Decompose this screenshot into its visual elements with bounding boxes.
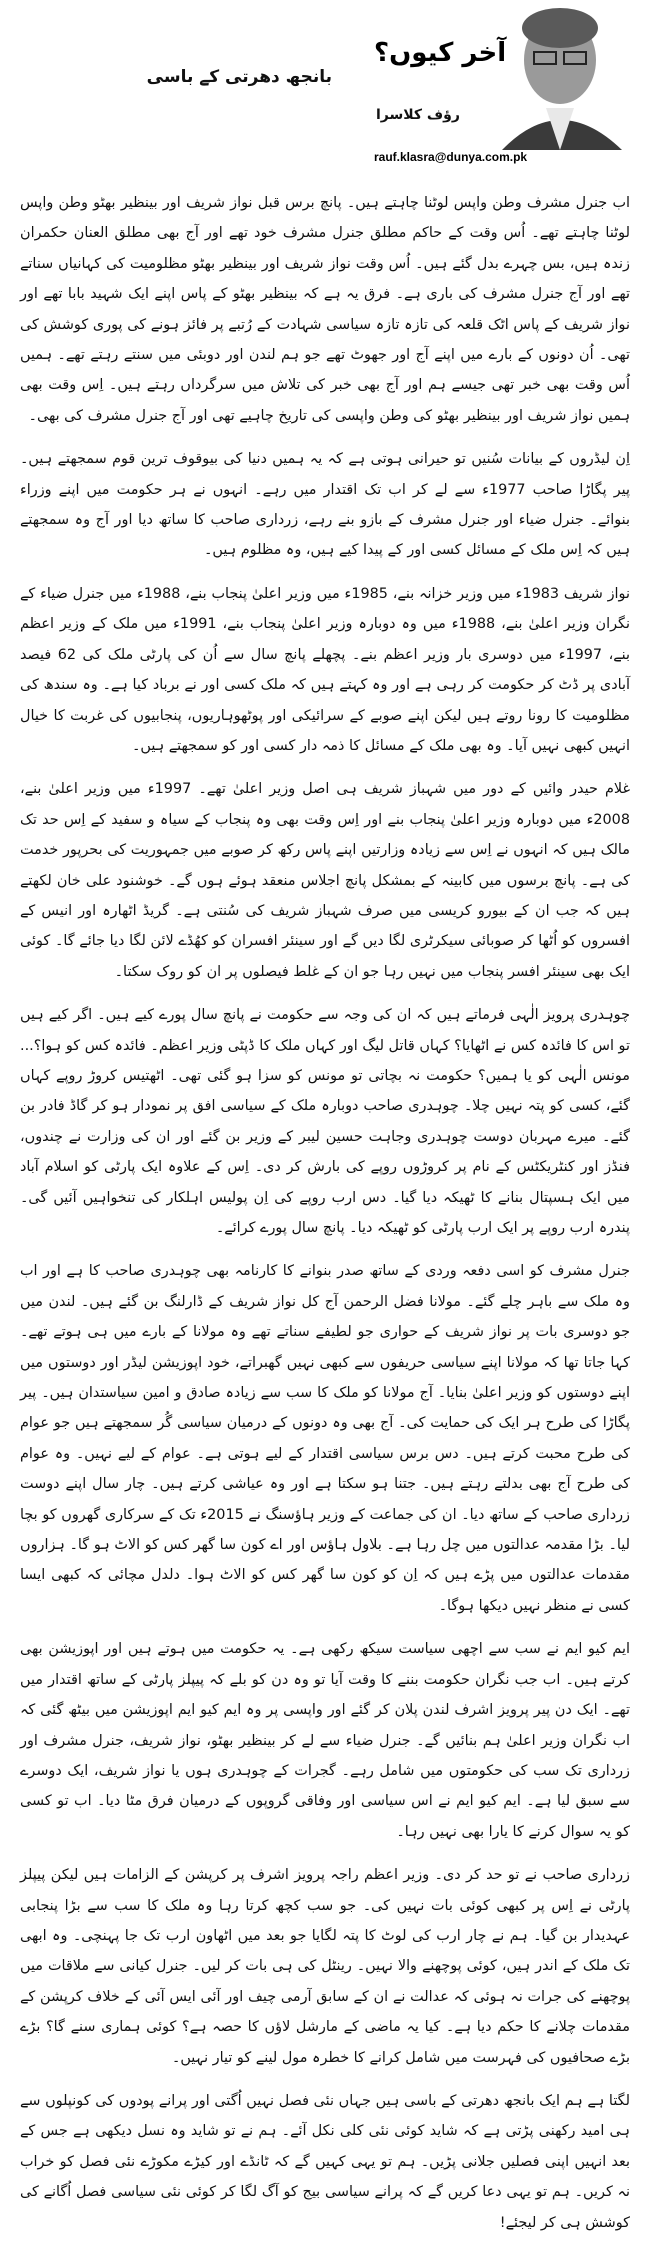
paragraph: چوہدری پرویز الٰہی فرماتے ہیں کہ ان کی وجہ سے حکومت نے پانچ سال پورے کیے ہیں۔ اگر کیے ہیں تو اس کا فائدہ کس نے اٹھایا؟ کہاں قاتل لیگ اور کہاں ملک کا ڈپٹی وزیر اعظم۔ فائدہ کس کو ہوا؟... مونس الٰہی کو یا ہمیں؟ حکومت نہ بچاتی تو مونس کو سزا ہو گئی تھی۔ اٹھتیس کروڑ روپے کہاں گئے، کسی کو پتہ نہیں چلا۔ چوہدری صاحب دوبارہ ملک کے سیاسی افق پر نمودار ہو کر گاڈ فادر بن گئے۔ میرے مہربان دوست چوہدری وجاہت حسین لیبر کے وزیر بن گئے اور ان کی وزارت نے چندوں، فنڈز اور کنٹریکٹس کے نام پر کروڑوں روپے کی بارش کر دی۔ اِس کے علاوہ ایک پارٹی کو اسلام آباد میں ایک ہسپتال بنانے کا ٹھیکہ دیا گیا۔ دس ارب روپے کی اِن پولیس اہلکار کی تنخواہیں آئیں گی۔ پندرہ ارب روپے پر ایک ارب پارٹی کو ٹھیکہ دیا۔ پانچ سال پورے کرائے۔: [20, 1007, 630, 1236]
article-body: [20, 188, 630, 2251]
paragraph: اِن لیڈروں کے بیانات سُنیں تو حیرانی ہوتی ہے کہ یہ ہمیں دنیا کی بیوقوف ترین قوم سمجھتے ہیں۔ پیر پگاڑا صاحب 1977ء سے لے کر اب تک اقتدار میں رہے۔ انہوں نے ہر حکومت میں اپنے وزراء بنوائے۔ جنرل ضیاء اور جنرل مشرف کے بازو بنے رہے، زرداری صاحب کا ساتھ دیا اور آج وہ سمجھتے ہیں کہ اِس ملک کے مسائل کسی اور کے پیدا کیے ہیں، وہ مظلوم ہیں۔: [20, 451, 630, 559]
paragraph: غلام حیدر وائیں کے دور میں شہباز شریف ہی اصل وزیر اعلیٰ تھے۔ 1997ء میں وزیر اعلیٰ بنے، 2008ء میں دوبارہ وزیر اعلیٰ پنجاب بنے اور اِس وقت بھی وہ پنجاب کے سیاہ و سفید کے اِس حد تک مالک ہیں کہ انہوں نے اِس سے زیادہ وزارتیں اپنے پاس رکھ کر صوبے میں جمہوریت کی بحرپور خدمت کی ہے۔ پانچ برسوں میں کابینہ کے بمشکل پانچ اجلاس منعقد ہوئے ہوں گے۔ خوشنود علی خان لکھتے ہیں کہ جب ان کے بیورو کریسی میں صرف شہباز شریف کی سُنتی ہے۔ گریڈ اٹھارہ اور انیس کے افسروں کو اُٹھا کر صوبائی سیکرٹری لگا دیں گے اور سینئر افسران کو کھُڈے لائن لگا دیا جائے گا۔ کوئی ایک بھی سینئر افسر پنجاب میں نہیں رہا جو ان کے غلط فیصلوں پر ان کو روک سکتا۔: [20, 781, 630, 980]
paragraph: جنرل مشرف کو اسی دفعہ وردی کے ساتھ صدر بنوانے کا کارنامہ بھی چوہدری صاحب کا ہے اور اب وہ ملک سے باہر چلے گئے۔ مولانا فضل الرحمن آج کل نواز شریف کے ڈارلنگ بن گئے ہیں۔ لندن میں جو دوسری بات پر نواز شریف کے حواری جو لطیفے سناتے تھے وہ مولانا کے بارے میں ہی ہوتے تھے۔ کہا جاتا تھا کہ مولانا اپنے سیاسی حریفوں سے کبھی نہیں گھبراتے، خود اپوزیشن لیڈر اور دوستوں میں اپنے دوستوں کو وزیر اعلیٰ بنایا۔ آج مولانا کو ملک کا سب سے زیادہ صادق و امین سیاستدان ہیں۔ پیر پگاڑا کی طرح ہر ایک کی حمایت کی۔ آج بھی وہ دونوں کے درمیان سیاسی گُر سمجھتے ہیں جو عوام کی طرح محبت کرتے ہیں۔ دس برس سیاسی اقتدار کے لیے ہوتی ہے۔ عوام کے لیے نہیں۔ وہ عوام کی طرح آج بھی بدلتے رہتے ہیں۔ جتنا ہو سکتا ہے اور وہ عیاشی کرتے ہیں۔ چار سال اپنے دوست زرداری صاحب کے ساتھ دیا۔ ان کی جماعت کے وزیر ہاؤسنگ نے 2015ء تک کے سرکاری گھروں کو بچا لیا۔ بڑا مقدمہ عدالتوں میں چل رہا ہے۔ بلاول ہاؤس اور اے کون سا گھر کس کو الاٹ ہو گا۔ ہزاروں مقدمات عدالتوں میں پڑے ہیں کہ اِن کو کون سا گھر کس کو الاٹ ہوا۔ دلدل مچائی کہ کبھی ایسا کسی نے منظر نہیں دیکھا ہوگا۔: [20, 1263, 631, 1614]
paragraph: زرداری صاحب نے تو حد کر دی۔ وزیر اعظم راجہ پرویز اشرف پر کرپشن کے الزامات ہیں لیکن پیپلز پارٹی نے اِس پر کبھی کوئی بات نہیں کی۔ جو سب کچھ کرتا رہا وہ ملک کا سب سے بڑا پنجابی عہدیدار بن گیا۔ ہم نے چار ارب کی لوٹ کا پتہ لگایا جو بعد میں اٹھاون ارب تک جا پہنچی۔ وہ ابھی تک ملک کے اندر ہیں، کوئی پوچھنے والا نہیں۔ رینٹل کی ہی بات کر لیں۔ جنرل کیانی سے ملاقات میں پوچھنے کی جرات نہ ہوئی کہ عدالت نے ان کے سابق آرمی چیف اور آئی ایس آئی کے خلاف کرپشن کے مقدمات چلانے کا حکم دیا ہے۔ کیا یہ ماضی کے مارشل لاؤں کا حصہ ہے؟ کوئی ہماری سنے گا؟ بڑے بڑے صحافیوں کی فہرست میں شامل کرانے کا خطرہ مول لینے کو تیار نہیں۔: [20, 1867, 630, 2066]
paragraph: لگتا ہے ہم ایک بانجھ دھرتی کے باسی ہیں جہاں نئی فصل نہیں اُگتی اور پرانے پودوں کی کونپلوں سے ہی امید رکھنی پڑتی ہے کہ شاید کوئی نئی کلی نکل آئے۔ ہم نے تو شاید وہ نسل دیکھی ہے جس کے بعد انہیں اپنی فصلیں جلانی پڑیں۔ ہم تو یہی کہیں گے کہ ٹانڈے اور کیڑے مکوڑے نئی فصل کو خراب نہ کریں۔ ہم تو یہی دعا کریں گے کہ پرانے سیاسی بیج کو آگ لگا کر کوئی نئی سیاسی فصل اُگانے کی کوشش ہی کر لیجئے!: [20, 2092, 630, 2231]
column-title: آخر کیوں؟: [374, 38, 507, 68]
author-name: رؤف کلاسرا: [376, 107, 460, 123]
column-header: [0, 0, 650, 188]
author-email[interactable]: rauf.klasra@dunya.com.pk: [374, 150, 528, 164]
author-photo: [462, 0, 634, 150]
article-headline: بانجھ دھرتی کے باسی: [146, 67, 332, 87]
paragraph: نواز شریف 1983ء میں وزیر خزانہ بنے، 1985ء میں وزیر اعلیٰ پنجاب بنے، 1988ء میں جنرل ضیاء کے نگران وزیر اعلیٰ بنے، 1988ء میں وہ دوبارہ وزیر اعلیٰ پنجاب بنے، 1991ء میں ملک کے وزیر اعظم بنے، 1997ء میں دوسری بار وزیر اعظم بنے۔ پچھلے پانچ سال سے اُن کی پارٹی ملک کی 62 فیصد آبادی پر ڈٹ کر حکومت کر رہی ہے اور وہ کہتے ہیں کہ ملک کسی اور نے برباد کیا ہے۔ وہ سندھ کی مظلومیت کا رونا روتے ہیں لیکن اپنے صوبے کے سرائیکی اور پوٹھوہاریوں، پنجابیوں کی غربت کا خیال انہیں کبھی نہیں آیا۔ وہ بھی ملک کے مسائل کا ذمہ دار کسی اور کو سمجھتے ہیں۔: [20, 585, 631, 754]
paragraph: اب جنرل مشرف وطن واپس لوٹنا چاہتے ہیں۔ پانچ برس قبل نواز شریف اور بینظیر بھٹو وطن واپس لوٹنا چاہتے تھے۔ اُس وقت کے حاکم مطلق جنرل مشرف خود تھے اور آج بھی مطلق العنان حکمران زندہ ہیں، بس چہرے بدل گئے ہیں۔ اُس وقت نواز شریف اور بینظیر بھٹو مظلومیت کی کہانیاں سناتے تھے اور آج جنرل مشرف کی باری ہے۔ فرق یہ ہے کہ بینظیر بھٹو کے پاس اپنے ایک شہید بابا تھے اور نواز شریف کے پاس اٹک قلعہ کی تازہ تازہ سیاسی شہادت کے رُتبے پر فائز ہونے کی پوری کوشش کی تھی۔ اُن دونوں کے بارے میں اپنے آج اور جھوٹ تھے جو ہم لندن اور دوبئی میں سنتے رہتے تھے۔ ہمیں اُس وقت بھی خبر تھی جیسے ہم اور آج بھی خبر کی تلاش میں سرگرداں رہتے ہیں۔ اِس وقت بھی ہمیں نواز شریف اور بینظیر بھٹو کی وطن واپسی کی تاریخ چاہیے تھی اور آج جنرل مشرف کی بھی۔: [20, 195, 630, 424]
paragraph: ایم کیو ایم نے سب سے اچھی سیاست سیکھ رکھی ہے۔ یہ حکومت میں ہوتے ہیں اور اپوزیشن بھی کرتے ہیں۔ اب جب نگران حکومت بننے کا وقت آیا تو وہ دن کو بلے کہ پیپلز پارٹی کے ساتھ اقتدار میں تھے۔ ایک دن پیر پرویز اشرف لندن پلان کر گئے اور واپسی پر وہ ایم کیو ایم اپوزیشن میں بیٹھ گئی کہ اب نگران وزیر اعلیٰ ہم بنائیں گے۔ جنرل ضیاء سے لے کر بینظیر بھٹو، نواز شریف، جنرل مشرف اور زرداری تک سب کی حکومتوں میں شامل رہے۔ گجرات کے چوہدری ہوں یا نواز شریف، ایک دوسرے سے سبق لیا ہے۔ ایم کیو ایم نے اس سیاسی اور وفاقی گروپوں کے درمیان فرق مٹا دیا۔ اب تو کسی کو یہ سوال کرنے کا یارا بھی نہیں رہا۔: [20, 1641, 630, 1840]
